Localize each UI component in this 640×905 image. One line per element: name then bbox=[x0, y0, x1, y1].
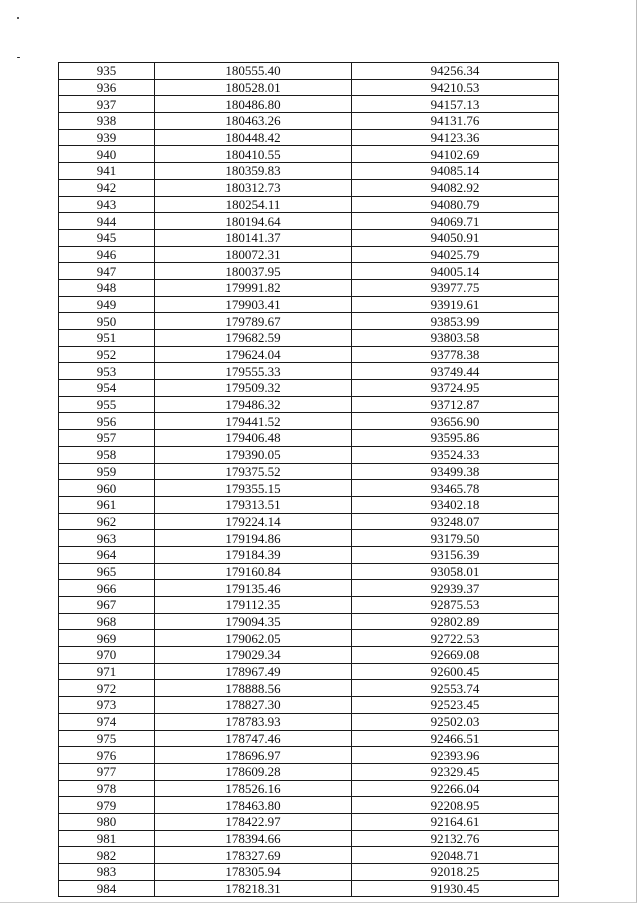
x-coordinate-cell: 178327.69 bbox=[155, 847, 352, 864]
y-coordinate-cell: 92600.45 bbox=[352, 663, 559, 680]
x-coordinate-cell: 179029.34 bbox=[155, 647, 352, 664]
point-number-cell: 936 bbox=[59, 79, 155, 96]
y-coordinate-cell: 92048.71 bbox=[352, 847, 559, 864]
point-number-cell: 959 bbox=[59, 463, 155, 480]
y-coordinate-cell: 93156.39 bbox=[352, 546, 559, 563]
table-row bbox=[59, 780, 559, 797]
x-coordinate-cell: 178218.31 bbox=[155, 880, 352, 897]
point-number-cell: 949 bbox=[59, 296, 155, 313]
x-coordinate-cell: 179094.35 bbox=[155, 613, 352, 630]
x-coordinate-cell: 180141.37 bbox=[155, 229, 352, 246]
x-coordinate-cell: 179624.04 bbox=[155, 346, 352, 363]
y-coordinate-cell: 94131.76 bbox=[352, 113, 559, 130]
point-number-cell: 952 bbox=[59, 346, 155, 363]
x-coordinate-cell: 180037.95 bbox=[155, 263, 352, 280]
table-row bbox=[59, 847, 559, 864]
point-number-cell: 965 bbox=[59, 563, 155, 580]
y-coordinate-cell: 93248.07 bbox=[352, 513, 559, 530]
point-number-cell: 950 bbox=[59, 313, 155, 330]
point-number-cell: 955 bbox=[59, 396, 155, 413]
y-coordinate-cell: 92722.53 bbox=[352, 630, 559, 647]
point-number-cell: 941 bbox=[59, 163, 155, 180]
table-row bbox=[59, 813, 559, 830]
point-number-cell: 951 bbox=[59, 330, 155, 347]
point-number-cell: 980 bbox=[59, 813, 155, 830]
table-row bbox=[59, 530, 559, 547]
point-number-cell: 973 bbox=[59, 697, 155, 714]
y-coordinate-cell: 93179.50 bbox=[352, 530, 559, 547]
point-number-cell: 964 bbox=[59, 546, 155, 563]
point-number-cell: 982 bbox=[59, 847, 155, 864]
x-coordinate-cell: 178888.56 bbox=[155, 680, 352, 697]
y-coordinate-cell: 94069.71 bbox=[352, 213, 559, 230]
y-coordinate-cell: 93656.90 bbox=[352, 413, 559, 430]
point-number-cell: 963 bbox=[59, 530, 155, 547]
table-row bbox=[59, 196, 559, 213]
x-coordinate-cell: 180359.83 bbox=[155, 163, 352, 180]
x-coordinate-cell: 179355.15 bbox=[155, 480, 352, 497]
table-row bbox=[59, 229, 559, 246]
x-coordinate-cell: 179509.32 bbox=[155, 380, 352, 397]
x-coordinate-cell: 180486.80 bbox=[155, 96, 352, 113]
point-number-cell: 954 bbox=[59, 380, 155, 397]
coordinates-table bbox=[58, 62, 559, 897]
y-coordinate-cell: 94005.14 bbox=[352, 263, 559, 280]
point-number-cell: 948 bbox=[59, 279, 155, 296]
point-number-cell: 984 bbox=[59, 880, 155, 897]
table-row bbox=[59, 697, 559, 714]
y-coordinate-cell: 92669.08 bbox=[352, 647, 559, 664]
table-row bbox=[59, 330, 559, 347]
y-coordinate-cell: 92939.37 bbox=[352, 580, 559, 597]
point-number-cell: 971 bbox=[59, 663, 155, 680]
x-coordinate-cell: 178305.94 bbox=[155, 864, 352, 881]
y-coordinate-cell: 93778.38 bbox=[352, 346, 559, 363]
y-coordinate-cell: 92553.74 bbox=[352, 680, 559, 697]
table-row bbox=[59, 647, 559, 664]
coordinates-table-body bbox=[59, 63, 559, 897]
point-number-cell: 970 bbox=[59, 647, 155, 664]
table-row bbox=[59, 496, 559, 513]
table-row bbox=[59, 213, 559, 230]
scan-speck bbox=[17, 17, 19, 19]
point-number-cell: 945 bbox=[59, 229, 155, 246]
x-coordinate-cell: 179184.39 bbox=[155, 546, 352, 563]
table-row bbox=[59, 864, 559, 881]
x-coordinate-cell: 179062.05 bbox=[155, 630, 352, 647]
table-row bbox=[59, 680, 559, 697]
point-number-cell: 953 bbox=[59, 363, 155, 380]
point-number-cell: 974 bbox=[59, 713, 155, 730]
table-row bbox=[59, 63, 559, 80]
table-row bbox=[59, 129, 559, 146]
table-row bbox=[59, 163, 559, 180]
y-coordinate-cell: 93919.61 bbox=[352, 296, 559, 313]
point-number-cell: 975 bbox=[59, 730, 155, 747]
x-coordinate-cell: 179112.35 bbox=[155, 597, 352, 614]
y-coordinate-cell: 93724.95 bbox=[352, 380, 559, 397]
point-number-cell: 967 bbox=[59, 597, 155, 614]
y-coordinate-cell: 94082.92 bbox=[352, 179, 559, 196]
table-row bbox=[59, 546, 559, 563]
y-coordinate-cell: 93712.87 bbox=[352, 396, 559, 413]
table-row bbox=[59, 513, 559, 530]
x-coordinate-cell: 179991.82 bbox=[155, 279, 352, 296]
x-coordinate-cell: 180448.42 bbox=[155, 129, 352, 146]
x-coordinate-cell: 179903.41 bbox=[155, 296, 352, 313]
table-row bbox=[59, 830, 559, 847]
y-coordinate-cell: 93595.86 bbox=[352, 430, 559, 447]
point-number-cell: 956 bbox=[59, 413, 155, 430]
x-coordinate-cell: 178526.16 bbox=[155, 780, 352, 797]
point-number-cell: 969 bbox=[59, 630, 155, 647]
y-coordinate-cell: 94256.34 bbox=[352, 63, 559, 80]
y-coordinate-cell: 94025.79 bbox=[352, 246, 559, 263]
table-row bbox=[59, 463, 559, 480]
y-coordinate-cell: 92523.45 bbox=[352, 697, 559, 714]
point-number-cell: 960 bbox=[59, 480, 155, 497]
x-coordinate-cell: 179375.52 bbox=[155, 463, 352, 480]
y-coordinate-cell: 93749.44 bbox=[352, 363, 559, 380]
table-row bbox=[59, 179, 559, 196]
x-coordinate-cell: 178463.80 bbox=[155, 797, 352, 814]
point-number-cell: 946 bbox=[59, 246, 155, 263]
x-coordinate-cell: 180194.64 bbox=[155, 213, 352, 230]
y-coordinate-cell: 92466.51 bbox=[352, 730, 559, 747]
x-coordinate-cell: 178747.46 bbox=[155, 730, 352, 747]
table-row bbox=[59, 113, 559, 130]
y-coordinate-cell: 92393.96 bbox=[352, 747, 559, 764]
x-coordinate-cell: 179555.33 bbox=[155, 363, 352, 380]
point-number-cell: 939 bbox=[59, 129, 155, 146]
x-coordinate-cell: 179486.32 bbox=[155, 396, 352, 413]
x-coordinate-cell: 180254.11 bbox=[155, 196, 352, 213]
point-number-cell: 981 bbox=[59, 830, 155, 847]
y-coordinate-cell: 94210.53 bbox=[352, 79, 559, 96]
table-row bbox=[59, 313, 559, 330]
table-row bbox=[59, 747, 559, 764]
y-coordinate-cell: 94085.14 bbox=[352, 163, 559, 180]
table-row bbox=[59, 580, 559, 597]
x-coordinate-cell: 180312.73 bbox=[155, 179, 352, 196]
y-coordinate-cell: 92802.89 bbox=[352, 613, 559, 630]
y-coordinate-cell: 94080.79 bbox=[352, 196, 559, 213]
y-coordinate-cell: 92018.25 bbox=[352, 864, 559, 881]
point-number-cell: 940 bbox=[59, 146, 155, 163]
x-coordinate-cell: 179789.67 bbox=[155, 313, 352, 330]
x-coordinate-cell: 179224.14 bbox=[155, 513, 352, 530]
table-row bbox=[59, 563, 559, 580]
x-coordinate-cell: 180072.31 bbox=[155, 246, 352, 263]
y-coordinate-cell: 93803.58 bbox=[352, 330, 559, 347]
table-row bbox=[59, 263, 559, 280]
table-row bbox=[59, 763, 559, 780]
table-row bbox=[59, 246, 559, 263]
x-coordinate-cell: 178967.49 bbox=[155, 663, 352, 680]
y-coordinate-cell: 92875.53 bbox=[352, 597, 559, 614]
point-number-cell: 935 bbox=[59, 63, 155, 80]
y-coordinate-cell: 94050.91 bbox=[352, 229, 559, 246]
y-coordinate-cell: 93465.78 bbox=[352, 480, 559, 497]
table-row bbox=[59, 730, 559, 747]
point-number-cell: 958 bbox=[59, 446, 155, 463]
x-coordinate-cell: 178609.28 bbox=[155, 763, 352, 780]
y-coordinate-cell: 93402.18 bbox=[352, 496, 559, 513]
scan-speck bbox=[17, 57, 20, 58]
y-coordinate-cell: 92329.45 bbox=[352, 763, 559, 780]
y-coordinate-cell: 94123.36 bbox=[352, 129, 559, 146]
x-coordinate-cell: 180555.40 bbox=[155, 63, 352, 80]
x-coordinate-cell: 179441.52 bbox=[155, 413, 352, 430]
point-number-cell: 976 bbox=[59, 747, 155, 764]
table-row bbox=[59, 597, 559, 614]
point-number-cell: 937 bbox=[59, 96, 155, 113]
y-coordinate-cell: 94102.69 bbox=[352, 146, 559, 163]
point-number-cell: 979 bbox=[59, 797, 155, 814]
point-number-cell: 942 bbox=[59, 179, 155, 196]
table-row bbox=[59, 630, 559, 647]
y-coordinate-cell: 93977.75 bbox=[352, 279, 559, 296]
table-row bbox=[59, 480, 559, 497]
table-row bbox=[59, 96, 559, 113]
x-coordinate-cell: 179682.59 bbox=[155, 330, 352, 347]
point-number-cell: 983 bbox=[59, 864, 155, 881]
point-number-cell: 943 bbox=[59, 196, 155, 213]
table-row bbox=[59, 79, 559, 96]
x-coordinate-cell: 180463.26 bbox=[155, 113, 352, 130]
y-coordinate-cell: 92502.03 bbox=[352, 713, 559, 730]
point-number-cell: 968 bbox=[59, 613, 155, 630]
x-coordinate-cell: 179390.05 bbox=[155, 446, 352, 463]
y-coordinate-cell: 91930.45 bbox=[352, 880, 559, 897]
table-row bbox=[59, 446, 559, 463]
table-row bbox=[59, 279, 559, 296]
y-coordinate-cell: 93058.01 bbox=[352, 563, 559, 580]
x-coordinate-cell: 178422.97 bbox=[155, 813, 352, 830]
y-coordinate-cell: 92132.76 bbox=[352, 830, 559, 847]
y-coordinate-cell: 94157.13 bbox=[352, 96, 559, 113]
point-number-cell: 972 bbox=[59, 680, 155, 697]
table-row bbox=[59, 797, 559, 814]
y-coordinate-cell: 92266.04 bbox=[352, 780, 559, 797]
point-number-cell: 938 bbox=[59, 113, 155, 130]
x-coordinate-cell: 179406.48 bbox=[155, 430, 352, 447]
point-number-cell: 957 bbox=[59, 430, 155, 447]
y-coordinate-cell: 93499.38 bbox=[352, 463, 559, 480]
table-row bbox=[59, 413, 559, 430]
point-number-cell: 977 bbox=[59, 763, 155, 780]
x-coordinate-cell: 180410.55 bbox=[155, 146, 352, 163]
y-coordinate-cell: 93853.99 bbox=[352, 313, 559, 330]
table-row bbox=[59, 880, 559, 897]
y-coordinate-cell: 93524.33 bbox=[352, 446, 559, 463]
point-number-cell: 947 bbox=[59, 263, 155, 280]
x-coordinate-cell: 178394.66 bbox=[155, 830, 352, 847]
point-number-cell: 966 bbox=[59, 580, 155, 597]
table-row bbox=[59, 380, 559, 397]
x-coordinate-cell: 178827.30 bbox=[155, 697, 352, 714]
point-number-cell: 944 bbox=[59, 213, 155, 230]
table-row bbox=[59, 296, 559, 313]
x-coordinate-cell: 179160.84 bbox=[155, 563, 352, 580]
x-coordinate-cell: 178783.93 bbox=[155, 713, 352, 730]
table-row bbox=[59, 363, 559, 380]
table-row bbox=[59, 613, 559, 630]
x-coordinate-cell: 179135.46 bbox=[155, 580, 352, 597]
x-coordinate-cell: 179313.51 bbox=[155, 496, 352, 513]
y-coordinate-cell: 92208.95 bbox=[352, 797, 559, 814]
point-number-cell: 961 bbox=[59, 496, 155, 513]
table-row bbox=[59, 396, 559, 413]
y-coordinate-cell: 92164.61 bbox=[352, 813, 559, 830]
point-number-cell: 962 bbox=[59, 513, 155, 530]
point-number-cell: 978 bbox=[59, 780, 155, 797]
table-row bbox=[59, 146, 559, 163]
x-coordinate-cell: 179194.86 bbox=[155, 530, 352, 547]
table-row bbox=[59, 713, 559, 730]
table-row bbox=[59, 346, 559, 363]
table-row bbox=[59, 663, 559, 680]
x-coordinate-cell: 178696.97 bbox=[155, 747, 352, 764]
x-coordinate-cell: 180528.01 bbox=[155, 79, 352, 96]
table-row bbox=[59, 430, 559, 447]
